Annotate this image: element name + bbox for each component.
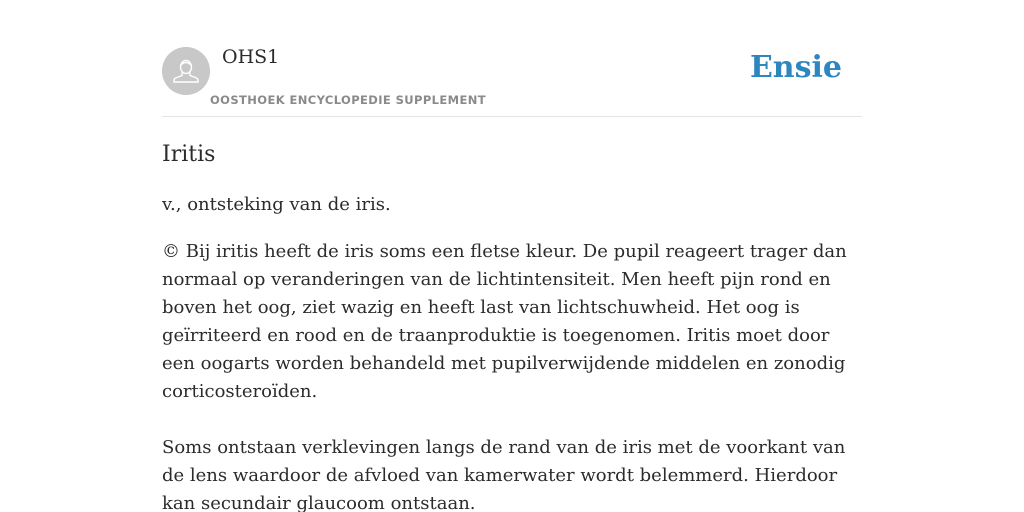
source-code[interactable]: OHS1 [222,46,280,68]
article [162,138,862,512]
header [162,0,862,117]
article-paragraph: © Bij iritis heeft de iris soms een fletse kleur. De pupil reageert trager dan normaal op veranderingen van de lichtintensiteit. Men heeft pijn rond en boven het oog, ziet wazig en heeft last van lichtschuwheid. Het oog is geïrriteerd en rood en de traanproduktie is toegenomen. Iritis moet door een oogarts worden behandeld met pupilverwijdende middelen en zonodig corticosteroïden. [162,241,847,402]
source-name[interactable]: OOSTHOEK ENCYCLOPEDIE SUPPLEMENT [210,93,487,107]
article-title: Iritis [162,142,216,167]
user-placeholder-icon [162,47,210,95]
avatar[interactable] [162,47,210,95]
article-paragraph: Soms ontstaan verklevingen langs de rand van de iris met de voorkant van de lens waardoor de afvloed van kamerwater wordt belemmerd. Hierdoor kan secundair glaucoom ontstaan. [162,437,846,512]
brand-logo[interactable]: Ensie [749,50,842,85]
article-definition: v., ontsteking van de iris. [162,194,391,215]
